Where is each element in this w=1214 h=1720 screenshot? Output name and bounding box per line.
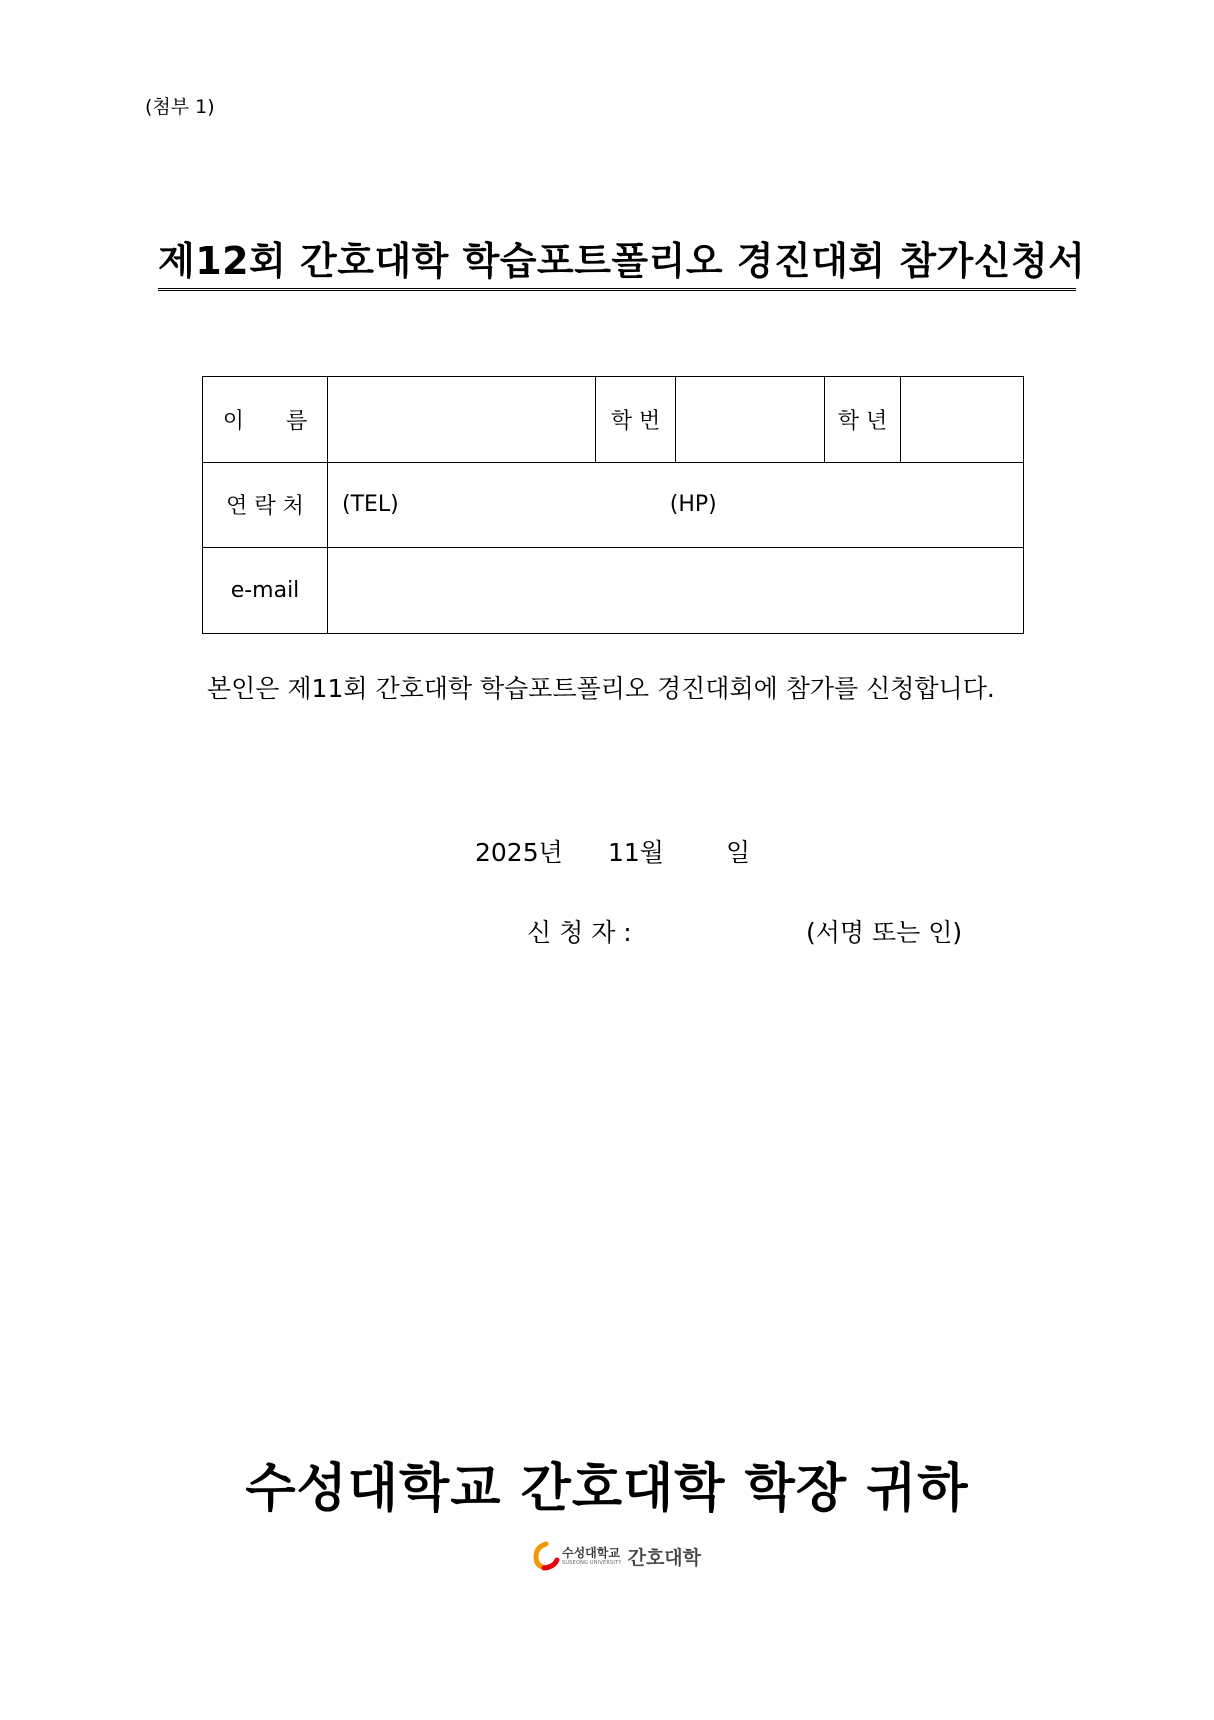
addressee: 수성대학교 간호대학 학장 귀하 (245, 1459, 969, 1519)
hp-label: (HP) (669, 492, 717, 518)
logo-college-name: 간호대학 (627, 1546, 702, 1569)
name-field[interactable] (328, 377, 596, 463)
logo-university-name (562, 1547, 622, 1566)
attachment-label: (첨부 1) (145, 96, 215, 118)
date-year: 2025년 (475, 838, 563, 867)
student-id-field[interactable] (676, 377, 825, 463)
logo-university-en: SUSEONG UNIVERSITY (562, 1559, 622, 1566)
contact-field[interactable] (328, 462, 1024, 548)
application-form-table (202, 376, 1024, 634)
date-month: 11월 (608, 838, 664, 867)
date-day: 일 (726, 838, 751, 867)
page-title: 제12회 간호대학 학습포트폴리오 경진대회 참가신청서 (158, 238, 1076, 291)
logo-university-ko: 수성대학교 (562, 1545, 620, 1560)
name-label: 이 름 (203, 377, 328, 463)
email-field[interactable] (328, 548, 1024, 634)
form-row-email (203, 548, 1024, 634)
email-label: e-mail (203, 548, 328, 634)
form-row-name (203, 377, 1024, 463)
tel-label: (TEL) (342, 492, 399, 518)
applicant-label: 신 청 자 : (527, 918, 632, 947)
grade-label: 학 년 (825, 377, 901, 463)
university-logo (530, 1540, 701, 1572)
student-id-label: 학 번 (596, 377, 676, 463)
university-logo-mark-icon (530, 1541, 560, 1571)
grade-field[interactable] (901, 377, 1024, 463)
application-statement: 본인은 제11회 간호대학 학습포트폴리오 경진대회에 참가를 신청합니다. (207, 674, 995, 703)
signature-note: (서명 또는 인) (806, 918, 963, 947)
form-row-contact (203, 462, 1024, 548)
contact-label: 연 락 처 (203, 462, 328, 548)
